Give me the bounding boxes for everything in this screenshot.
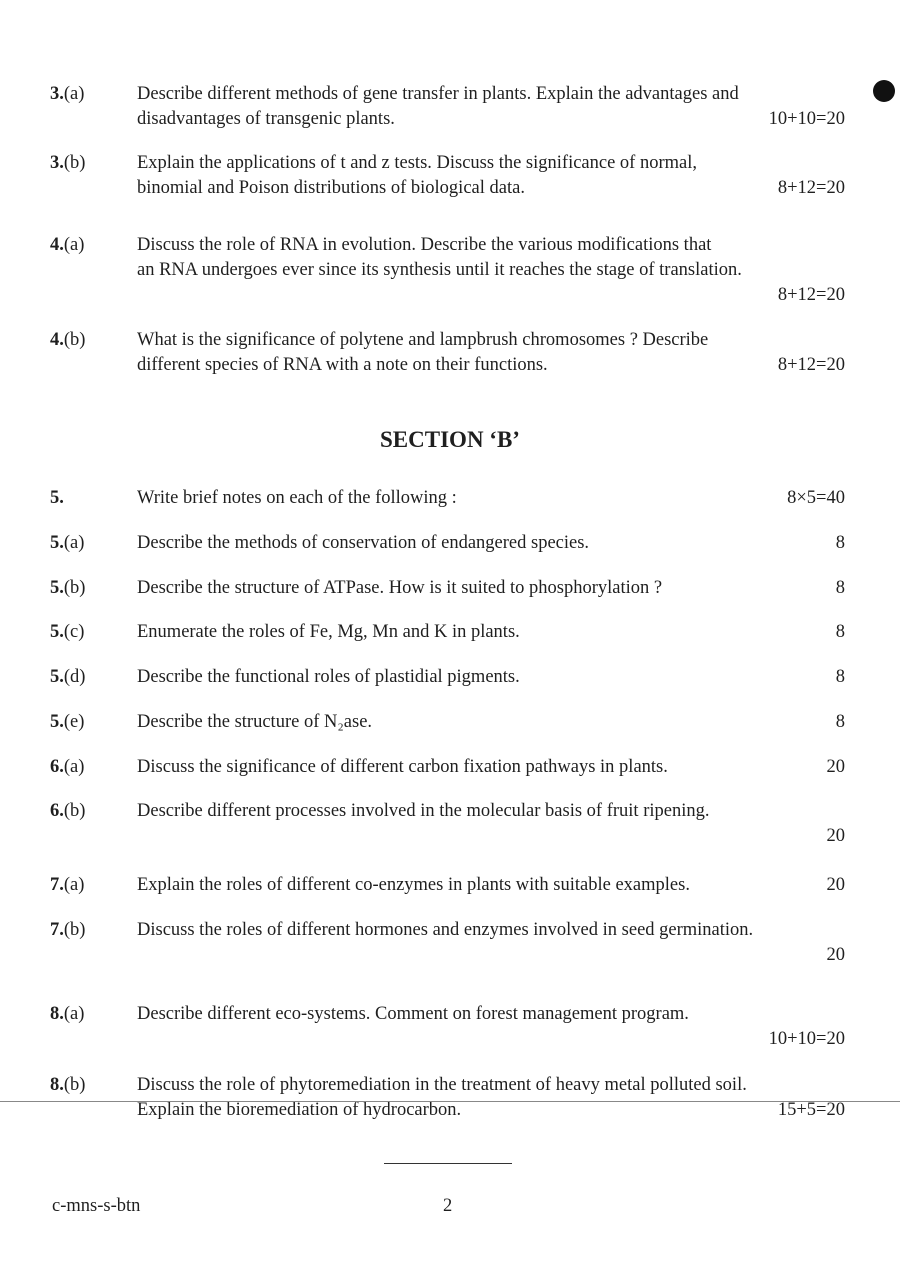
scan-dot-mark [873,80,895,102]
marks: 20 [826,757,845,777]
question-line: Describe the structure of ATPase. How is it suited to phosphorylation ? [137,578,663,598]
question-line-with-marks [137,620,845,645]
end-rule [384,1163,512,1164]
question-text [137,82,845,132]
question-line: Describe different processes involved in the molecular basis of fruit ripening. [137,801,710,821]
question-text [137,873,845,898]
question-q8a [50,1002,845,1052]
question-number-sub: (b) [63,578,86,598]
question-number [50,531,130,556]
question-number-main: 5. [50,622,64,642]
question-q7b [50,918,845,968]
question-number-main: 5. [50,667,64,687]
question-number-sub: (a) [63,875,85,895]
question-line: Explain the roles of different co-enzymes in plants with suitable examples. [137,875,690,895]
question-number-main: 7. [50,920,64,940]
question-number [50,1073,130,1098]
question-number-sub: (b) [63,1075,86,1095]
question-number-main: 5. [50,533,64,553]
question-q5 [50,486,845,511]
question-number-main: 8. [50,1075,64,1095]
question-number [50,151,130,176]
question-number-sub: (a) [63,235,85,255]
marks: 20 [826,875,845,895]
question-number [50,665,130,690]
footer-code: c-mns-s-btn [52,1196,141,1216]
question-line: Discuss the role of RNA in evolution. Describe the various modifications that [137,235,712,255]
question-q5a [50,531,845,556]
question-text [137,531,845,556]
question-line-with-marks [137,176,845,201]
question-text [137,1073,845,1123]
question-line-with-marks [137,710,845,735]
marks: 8 [835,622,845,642]
marks: 8 [835,533,845,553]
question-number [50,918,130,943]
question-number [50,486,130,511]
question-text [137,576,845,601]
marks: 8 [835,667,845,687]
marks: 10+10=20 [768,1029,845,1049]
question-number [50,620,130,645]
question-line: Discuss the significance of different carbon fixation pathways in plants. [137,757,668,777]
question-line-with-marks [137,755,845,780]
question-q7a [50,873,845,898]
question-line-with-marks [137,353,845,378]
question-q3b [50,151,845,201]
question-text [137,151,845,201]
question-text [137,665,845,690]
question-line: Describe the structure of N₂ase. [137,712,373,732]
scan-line-artifact [0,1101,900,1102]
question-q4b [50,328,845,378]
question-q8b [50,1073,845,1123]
question-line: Describe the functional roles of plastidial pigments. [137,667,520,687]
page-number: 2 [443,1196,453,1216]
question-number [50,710,130,735]
marks: 20 [826,826,845,846]
question-text [137,799,845,849]
question-line-with-marks [137,576,845,601]
question-q5b [50,576,845,601]
question-line: What is the significance of polytene and lampbrush chromosomes ? Describe [137,330,709,350]
question-number-sub: (a) [63,84,85,104]
question-number-sub: (b) [63,801,86,821]
question-line-with-marks [137,486,845,511]
question-q4a [50,233,845,308]
marks: 8 [835,712,845,732]
question-line: Describe different eco-systems. Comment on forest management program. [137,1004,689,1024]
question-line: disadvantages of transgenic plants. [137,109,395,129]
question-q6a [50,755,845,780]
question-number-main: 7. [50,875,64,895]
question-number-sub: (a) [63,1004,85,1024]
question-line-with-marks [137,665,845,690]
question-line: Discuss the roles of different hormones and enzymes involved in seed germination. [137,920,754,940]
question-number-sub: (b) [63,920,86,940]
question-number-main: 3. [50,153,64,173]
marks: 8+12=20 [777,355,845,375]
question-number-sub: (e) [63,712,85,732]
question-number [50,755,130,780]
question-line: Explain the bioremediation of hydrocarbon. [137,1100,462,1120]
question-number-main: 8. [50,1004,64,1024]
question-text [137,233,845,308]
marks: 8 [835,578,845,598]
question-text [137,328,845,378]
question-line: Enumerate the roles of Fe, Mg, Mn and K in plants. [137,622,520,642]
question-line: Describe the methods of conservation of endangered species. [137,533,590,553]
question-line: Write brief notes on each of the following : [137,488,457,508]
question-text [137,486,845,511]
question-text [137,918,845,968]
question-number [50,328,130,353]
question-number [50,1002,130,1027]
marks: 15+5=20 [777,1100,845,1120]
question-number-main: 3. [50,84,64,104]
question-number-main: 5. [50,712,64,732]
question-number [50,799,130,824]
marks: 8+12=20 [777,285,845,305]
question-number-sub: (b) [63,330,86,350]
question-number-main: 4. [50,330,64,350]
question-number-sub: (d) [63,667,86,687]
question-text [137,755,845,780]
question-q5c [50,620,845,645]
marks: 20 [826,945,845,965]
question-number [50,82,130,107]
question-number-sub: (a) [63,533,85,553]
question-text [137,1002,845,1052]
question-line: Discuss the role of phytoremediation in the treatment of heavy metal polluted soil. [137,1075,747,1095]
question-number-main: 4. [50,235,64,255]
question-number-main: 5. [50,488,64,508]
question-line-with-marks [137,531,845,556]
question-line: an RNA undergoes ever since its synthesis until it reaches the stage of translation. [137,260,742,280]
question-text [137,620,845,645]
question-number-main: 6. [50,801,64,821]
question-number-sub: (c) [63,622,85,642]
question-line: binomial and Poison distributions of biological data. [137,178,525,198]
question-number-sub: (b) [63,153,86,173]
question-number [50,233,130,258]
marks: 10+10=20 [768,109,845,129]
marks: 8×5=40 [787,488,845,508]
question-q3a [50,82,845,132]
question-q5d [50,665,845,690]
question-line: Explain the applications of t and z tests. Discuss the significance of normal, [137,153,697,173]
question-q5e [50,710,845,735]
question-line: Describe different methods of gene transfer in plants. Explain the advantages and [137,84,739,104]
question-number [50,873,130,898]
question-number-sub: (a) [63,757,85,777]
question-number-main: 6. [50,757,64,777]
question-number [50,576,130,601]
marks: 8+12=20 [777,178,845,198]
question-text [137,710,845,735]
section-title: SECTION ‘B’ [380,427,520,452]
question-line: different species of RNA with a note on their functions. [137,355,548,375]
question-line-with-marks [137,107,845,132]
question-number-main: 5. [50,578,64,598]
question-line-with-marks [137,873,845,898]
question-q6b [50,799,845,849]
